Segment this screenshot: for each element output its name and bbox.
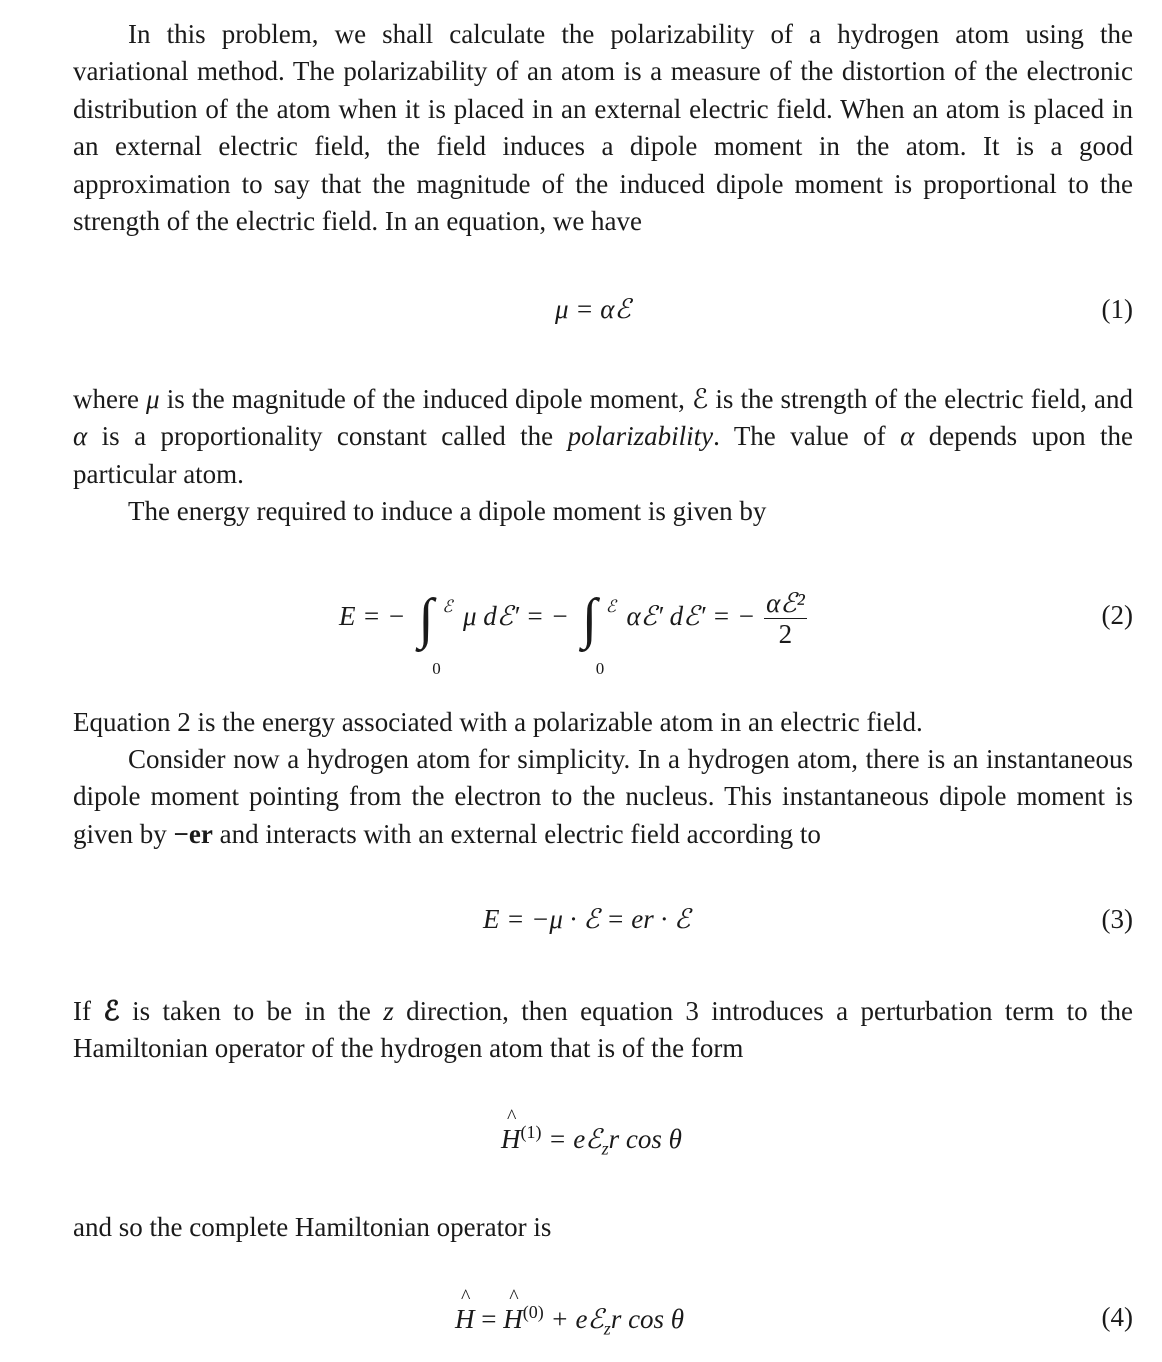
hamiltonian-h0-symbol: ^ H xyxy=(503,1304,523,1335)
term-polarizability: polarizability xyxy=(567,421,714,452)
equation-4-body xyxy=(455,1302,684,1339)
p5-text-a: Consider now a hydrogen atom for simplicity. In a hydrogen atom, there is an instantaneous dipole moment pointing from the electron to the nucleus. This instantaneous dipole moment is given by xyxy=(73,744,1133,849)
paragraph-complete-hamiltonian xyxy=(73,1209,1133,1246)
hamiltonian-symbol: ^ H xyxy=(455,1304,475,1335)
eq4-equals: = xyxy=(474,1304,504,1334)
eq2-frac-num: αℰ² xyxy=(766,588,805,619)
p2-text-e: . The value of xyxy=(713,421,886,452)
paragraph-perturbation xyxy=(73,993,1133,1068)
integral-2-upper: ℰ xyxy=(605,596,616,616)
eq-h1-tail: r cos θ xyxy=(608,1124,682,1154)
paragraph-intro-text: In this problem, we shall calculate the polarizability of a hydrogen atom using the variational method. The polarizability of an atom is a measure of the distortion of the electronic distribution of the atom when it is placed in an external electric field. When an atom is placed in an external electric field, the field induces a dipole moment in the atom. It is a good approximation to say that the magnitude of the induced dipole moment is proportional to the strength of the electric field. In an equation, we have xyxy=(73,19,1133,237)
p2-text-a: where xyxy=(73,384,139,414)
symbol-alpha: α xyxy=(73,421,88,452)
equation-1 xyxy=(73,294,1133,354)
equation-2-number: (2) xyxy=(1101,600,1133,630)
equation-1-text: μ = αℰ xyxy=(555,294,631,324)
eq-h1-sub: z xyxy=(601,1138,609,1159)
paragraph-complete-hamiltonian-text: and so the complete Hamiltonian operator is xyxy=(73,1212,552,1242)
paragraph-energy-intro xyxy=(73,493,1133,530)
paragraph-energy-intro-text: The energy required to induce a dipole moment is given by xyxy=(128,496,767,526)
equation-h1-body xyxy=(501,1122,682,1159)
eq2-mid1: μ dℰ′ = − xyxy=(462,601,569,631)
equation-1-number: (1) xyxy=(1101,294,1133,324)
eq4-sub: z xyxy=(603,1318,611,1339)
paragraph-eq2-note-text: Equation 2 is the energy associated with a polarizable atom in an electric field. xyxy=(73,707,923,737)
symbol-neg-er: −er xyxy=(173,818,213,849)
eq-h1-sup: (1) xyxy=(520,1122,542,1142)
paragraph-eq2-note xyxy=(73,704,1133,741)
symbol-z: z xyxy=(383,996,394,1026)
integral-sign-1: ∫ ℰ 0 xyxy=(412,589,456,649)
equation-4-number: (4) xyxy=(1101,1302,1133,1332)
integral-2-lower: 0 xyxy=(595,658,605,678)
equation-h1 xyxy=(73,1122,1133,1182)
p5-text-b: and interacts with an external electric field according to xyxy=(219,818,821,849)
symbol-field-bold: ℰ xyxy=(103,996,120,1026)
equation-2 xyxy=(73,586,1133,678)
symbol-field: ℰ xyxy=(691,384,709,414)
eq-h1-rhs: = eℰ xyxy=(541,1124,602,1154)
equation-3-text: E = −μ · ℰ = er · ℰ xyxy=(483,904,691,934)
eq4-tail: r cos θ xyxy=(610,1304,685,1334)
paragraph-intro xyxy=(73,16,1133,240)
paragraph-hydrogen xyxy=(73,741,1133,853)
p2-text-b: is the magnitude of the induced dipole moment, xyxy=(166,384,685,414)
eq2-fraction xyxy=(764,588,807,649)
equation-1-body xyxy=(555,294,631,325)
integral-sign-2: ∫ ℰ 0 xyxy=(576,589,620,649)
eq4-sup: (0) xyxy=(522,1302,544,1322)
integral-1-lower: 0 xyxy=(432,658,441,678)
eq2-mid2: αℰ′ dℰ′ = − xyxy=(626,601,756,631)
paragraph-definitions xyxy=(73,381,1133,493)
hamiltonian-h1-symbol: ^ H xyxy=(501,1124,521,1155)
equation-3-body xyxy=(483,904,690,935)
symbol-alpha-2: α xyxy=(900,421,915,452)
equation-2-body xyxy=(339,586,809,678)
integral-1-upper: ℰ xyxy=(442,596,453,616)
p6-text-a: If xyxy=(73,996,91,1026)
symbol-mu: μ xyxy=(146,384,160,414)
p2-text-f: depends upon the particular atom. xyxy=(73,421,1134,489)
eq2-left: E = − xyxy=(339,601,406,631)
equation-3-number: (3) xyxy=(1101,904,1133,934)
eq4-rhs: + eℰ xyxy=(543,1304,604,1334)
p6-text-c: direction, then equation 3 introduces a perturbation term to the Hamiltonian operator of the hydrogen atom that is of the form xyxy=(73,996,1134,1064)
p2-text-d: is a proportionality constant called the xyxy=(101,421,554,452)
p2-text-c: is the strength of the electric field, and xyxy=(715,384,1134,414)
equation-3 xyxy=(73,904,1133,964)
p6-text-b: is taken to be in the xyxy=(132,996,371,1026)
equation-4 xyxy=(73,1302,1133,1362)
eq2-frac-den: 2 xyxy=(778,619,793,650)
